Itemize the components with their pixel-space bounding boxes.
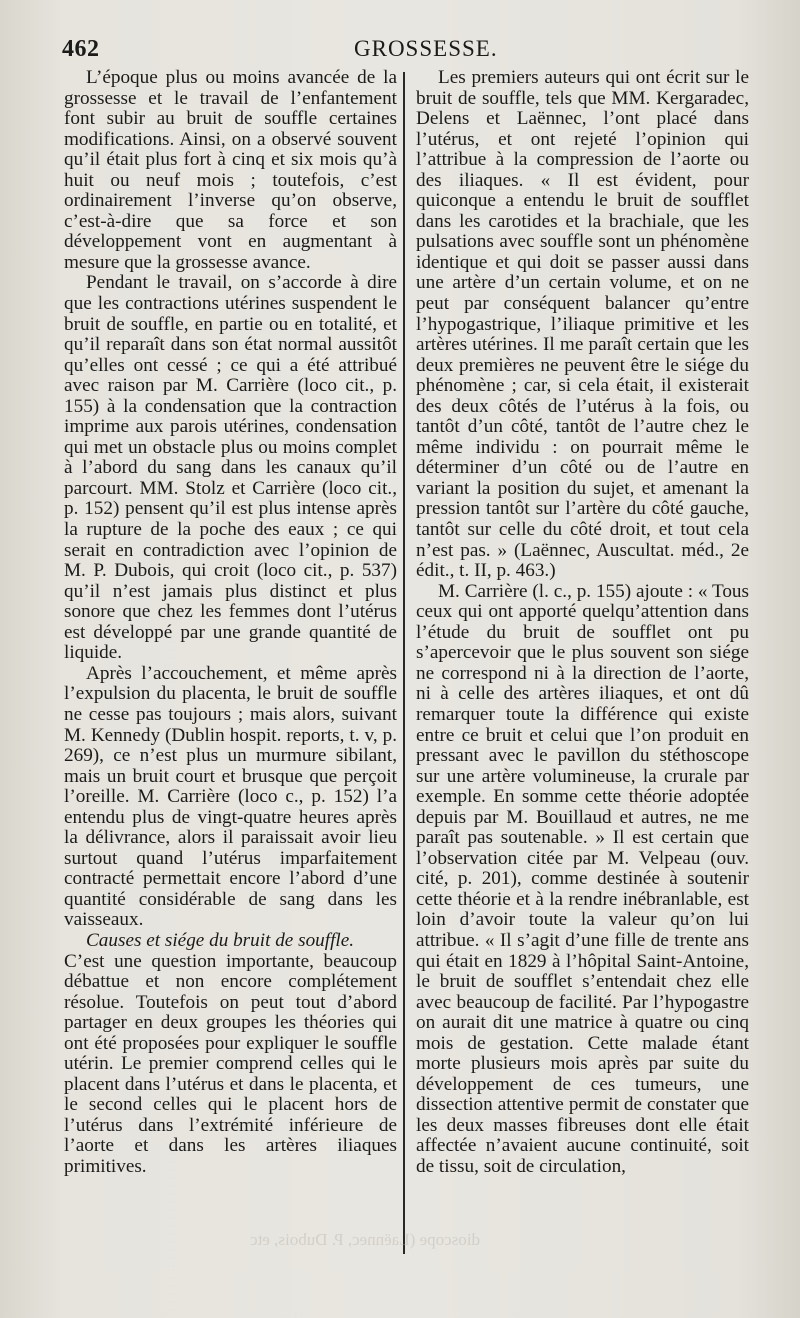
- paragraph-question: C’est une question importante, beaucoup débattue et non encore complétement résolue. Toutefois on peut tout d’abord partager en deux groupes les théories qui ont été proposées pour expliquer le souffle utérin. Le premier comprend celles qui le placent dans l’utérus et dans le placenta, et le second celles qui le placent hors de l’utérus dans l’extrémité inférieure de l’aorte et dans les artères iliaques primitives.: [64, 950, 397, 1177]
- section-heading: Causes et siége du bruit de souffle.: [86, 929, 355, 951]
- left-column: [64, 68, 397, 1178]
- page-title: GROSSESSE.: [354, 36, 498, 61]
- running-head: [62, 36, 742, 68]
- paragraph-travail: Pendant le travail, on s’accorde à dire que les contractions utérines suspendent le bruit de souffle, en partie ou en totalité, et qu’il reparaît dans son état normal aussitôt qu’elles ont cessé ; ce qui a été attribué avec raison par M. Carrière (loco cit., p. 155) à la condensation que la contraction imprime aux parois utérines, condensation qui met un obstacle plus ou moins complet à l’abord du sang dans les canaux qu’il parcourt. MM. Stolz et Carrière (loco cit., p. 152) pensent qu’il est plus intense après la rupture de la poche des eaux ; ce qui serait en contradiction avec l’opinion de M. P. Dubois, qui croit (loco cit., p. 537) qu’il n’est jamais plus distinct et plus sonore que chez les femmes dont l’utérus est développé par une grande quantité de liquide.: [64, 272, 397, 664]
- show-through-text: dioscope (Laënnec, P. Dubois, etc: [250, 1230, 480, 1249]
- paragraph-carriere: M. Carrière (l. c., p. 155) ajoute : « Tous ceux qui ont apporté quelqu’attention dans l’étude du bruit de soufflet ont pu s’apercevoir que le plus souvent son siége ne correspond ni à la direction de l’aorte, ni à celle des artères iliaques, et ont dû remarquer toute la différence qui existe entre ce bruit et celui que l’on produit en pressant avec le pavillon du stéthoscope sur une artère volumineuse, la crurale par exemple. En somme cette théorie adoptée depuis par M. Bouillaud et autres, ne me paraît pas soutenable. » Il est certain que l’observation citée par M. Velpeau (ouv. cité, p. 201), comme destinée à soutenir cette théorie et à la rendre inébranlable, est loin d’avoir toute la valeur qu’on lui attribue. « Il s’agit d’une fille de trente ans qui était en 1829 à l’hôpital Saint-Antoine, le bruit de soufflet s’entendait chez elle avec beaucoup de facilité. Par l’hypogastre on aurait dit une matrice à quatre ou cinq mois de gestation. Cette malade étant morte plusieurs mois après par suite du développement de ces tumeurs, une dissection attentive permit de constater que les deux masses fibreuses dont elle était affectée n’avaient aucune continuité, soit de tissu, soit de circulation,: [416, 580, 749, 1177]
- paragraph-accouchement: Après l’accouchement, et même après l’expulsion du placenta, le bruit de souffle ne cesse pas toujours ; mais alors, suivant M. Kennedy (Dublin hospit. reports, t. v, p. 269), ce n’est plus un murmure sibilant, mais un bruit court et brusque que perçoit l’oreille. M. Carrière (loco c., p. 152) l’a entendu plus de vingt-quatre heures après la délivrance, alors il paraissait avoir lieu surtout quand l’utérus imparfaitement contracté permettait encore l’abord d’une quantité considérable de sang dans les vaisseaux.: [64, 662, 397, 931]
- page-number: 462: [62, 36, 100, 62]
- right-column: [416, 68, 749, 1178]
- paragraph-epoque: L’époque plus ou moins avancée de la grossesse et le travail de l’enfantement font subir au bruit de souffle certaines modifications. Ainsi, on a observé souvent qu’il était plus fort à cinq et six mois qu’à huit ou neuf mois ; toutefois, c’est ordinairement l’inverse qu’on observe, c’est-à-dire que sa force et son développement vont en augmentant à mesure que la grossesse avance.: [64, 67, 397, 273]
- paragraph-premiers-auteurs: Les premiers auteurs qui ont écrit sur le bruit de souffle, tels que MM. Kergaradec, Delens et Laënnec, l’ont placé dans l’utérus, et ont rejeté l’opinion qui l’attribue à la compression de l’aorte ou des iliaques. « Il est évident, pour quiconque a entendu le bruit de soufflet dans les carotides et la brachiale, que les pulsations avec souffle sont un phénomène identique et qui doit se passer aussi dans une artère d’un certain volume, et on ne peut par conséquent balancer qu’entre l’hypogastrique, l’iliaque primitive et les artères utérines. Il me paraît certain que les deux premières ne peuvent être le siége du phénomène ; car, si cela était, il existerait des deux côtés de l’utérus à la fois, ou tantôt d’un côté, tantôt de l’autre chez le même individu : on pourrait même le déterminer d’un côté ou de l’autre en variant la position du sujet, et amenant la pression tantôt sur l’artère du côté gauche, tantôt sur celle du côté droit, et tout cela n’est pas. » (Laënnec, Auscultat. méd., 2e édit., t. II, p. 463.): [416, 67, 749, 582]
- column-divider: [403, 72, 405, 1254]
